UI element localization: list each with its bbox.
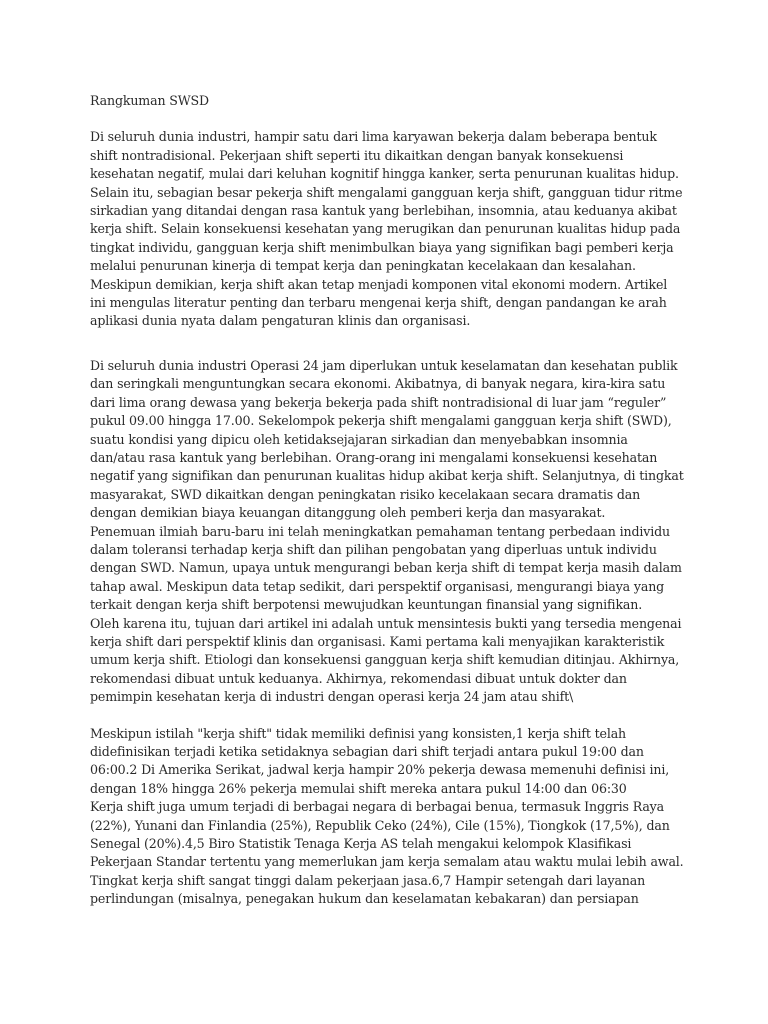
document-title: Rangkuman SWSD	[90, 93, 209, 108]
document-body	[90, 92, 685, 909]
purpose-paragraph: Oleh karena itu, tujuan dari artikel ini adalah untuk mensintesis bukti yang tersedia mengenai kerja shift dari perspektif klinis dan organisasi. Kami pertama kali menyajikan karakteristik umum kerja shift. Etiologi dan konsekuensi gangguan kerja shift kemudian ditinjau. Akhirnya, rekomendasi dibuat untuk keduanya. Akhirnya, rekomendasi dibuat untuk dokter dan pemimpin kesehatan kerja di industri dengan operasi kerja 24 jam atau shift\	[90, 615, 682, 705]
intro-paragraph: Di seluruh dunia industri Operasi 24 jam diperlukan untuk keselamatan dan kesehatan publik dan seringkali menguntungkan secara ekonomi. Akibatnya, di banyak negara, kira-kira satu dari lima orang dewasa yang bekerja bekerja pada shift nontradisional di luar jam “reguler” pukul 09.00 hingga 17.00. Sekelompok pekerja shift mengalami gangguan kerja shift (SWD), suatu kondisi yang dipicu oleh ketidaksejajaran sirkadian dan menyebabkan insomnia dan/atau rasa kantuk yang berlebihan. Orang-orang ini mengalami konsekuensi kesehatan negatif yang signifikan dan penurunan kualitas hidup akibat kerja shift. Selanjutnya, di tingkat masyarakat, SWD dikaitkan dengan peningkatan risiko kecelakaan secara dramatis dan dengan demikian biaya keuangan ditanggung oleh pemberi kerja dan masyarakat.	[90, 357, 684, 521]
service-jobs-paragraph: Tingkat kerja shift sangat tinggi dalam pekerjaan jasa.6,7 Hampir setengah dari layanan perlindungan (misalnya, penegakan hukum dan keselamatan kebakaran) dan persiapan	[90, 872, 646, 907]
findings-paragraph: Penemuan ilmiah baru-baru ini telah meningkatkan pemahaman tentang perbedaan individu dalam toleransi terhadap kerja shift dan pilihan pengobatan yang diperluas untuk individu dengan SWD. Namun, upaya untuk mengurangi beban kerja shift di tempat kerja masih dalam tahap awal. Meskipun data tetap sedikit, dari perspektif organisasi, mengurangi biaya yang terkait dengan kerja shift berpotensi mewujudkan keuntungan finansial yang signifikan.	[90, 523, 682, 613]
paragraph-spacer	[90, 331, 685, 357]
summary-paragraph: Di seluruh dunia industri, hampir satu dari lima karyawan bekerja dalam beberapa bentuk shift nontradisional. Pekerjaan shift seperti itu dikaitkan dengan banyak konsekuensi kesehatan negatif, mulai dari keluhan kognitif hingga kanker, serta penurunan kualitas hidup. Selain itu, sebagian besar pekerja shift mengalami gangguan kerja shift, gangguan tidur ritme sirkadian yang ditandai dengan rasa kantuk yang berlebihan, insomnia, atau keduanya akibat kerja shift. Selain konsekuensi kesehatan yang merugikan dan penurunan kualitas hidup pada tingkat individu, gangguan kerja shift menimbulkan biaya yang signifikan bagi pemberi kerja melalui penurunan kinerja di tempat kerja dan peningkatan kecelakaan dan kesalahan. Meskipun demikian, kerja shift akan tetap menjadi komponen vital ekonomi modern. Artikel ini mengulas literatur penting dan terbaru mengenai kerja shift, dengan pandangan ke arah aplikasi dunia nyata dalam pengaturan klinis dan organisasi.	[90, 129, 683, 329]
definition-paragraph: Meskipun istilah "kerja shift" tidak memiliki definisi yang konsisten,1 kerja shift telah didefinisikan terjadi ketika setidaknya sebagian dari shift terjadi antara pukul 19:00 dan 06:00.2 Di Amerika Serikat, jadwal kerja hampir 20% pekerja dewasa memenuhi definisi ini, dengan 18% hingga 26% pekerja memulai shift mereka antara pukul 14:00 dan 06:30	[90, 725, 670, 796]
paragraph-spacer	[90, 707, 685, 725]
international-paragraph: Kerja shift juga umum terjadi di berbagai negara di berbagai benua, termasuk Inggris Raya (22%), Yunani dan Finlandia (25%), Republik Ceko (24%), Cile (15%), Tiongkok (17,5%), dan Senegal (20%).4,5 Biro Statistik Tenaga Kerja AS telah mengakui kelompok Klasifikasi Pekerjaan Standar tertentu yang memerlukan jam kerja semalam atau waktu mulai lebih awal.	[90, 799, 684, 870]
